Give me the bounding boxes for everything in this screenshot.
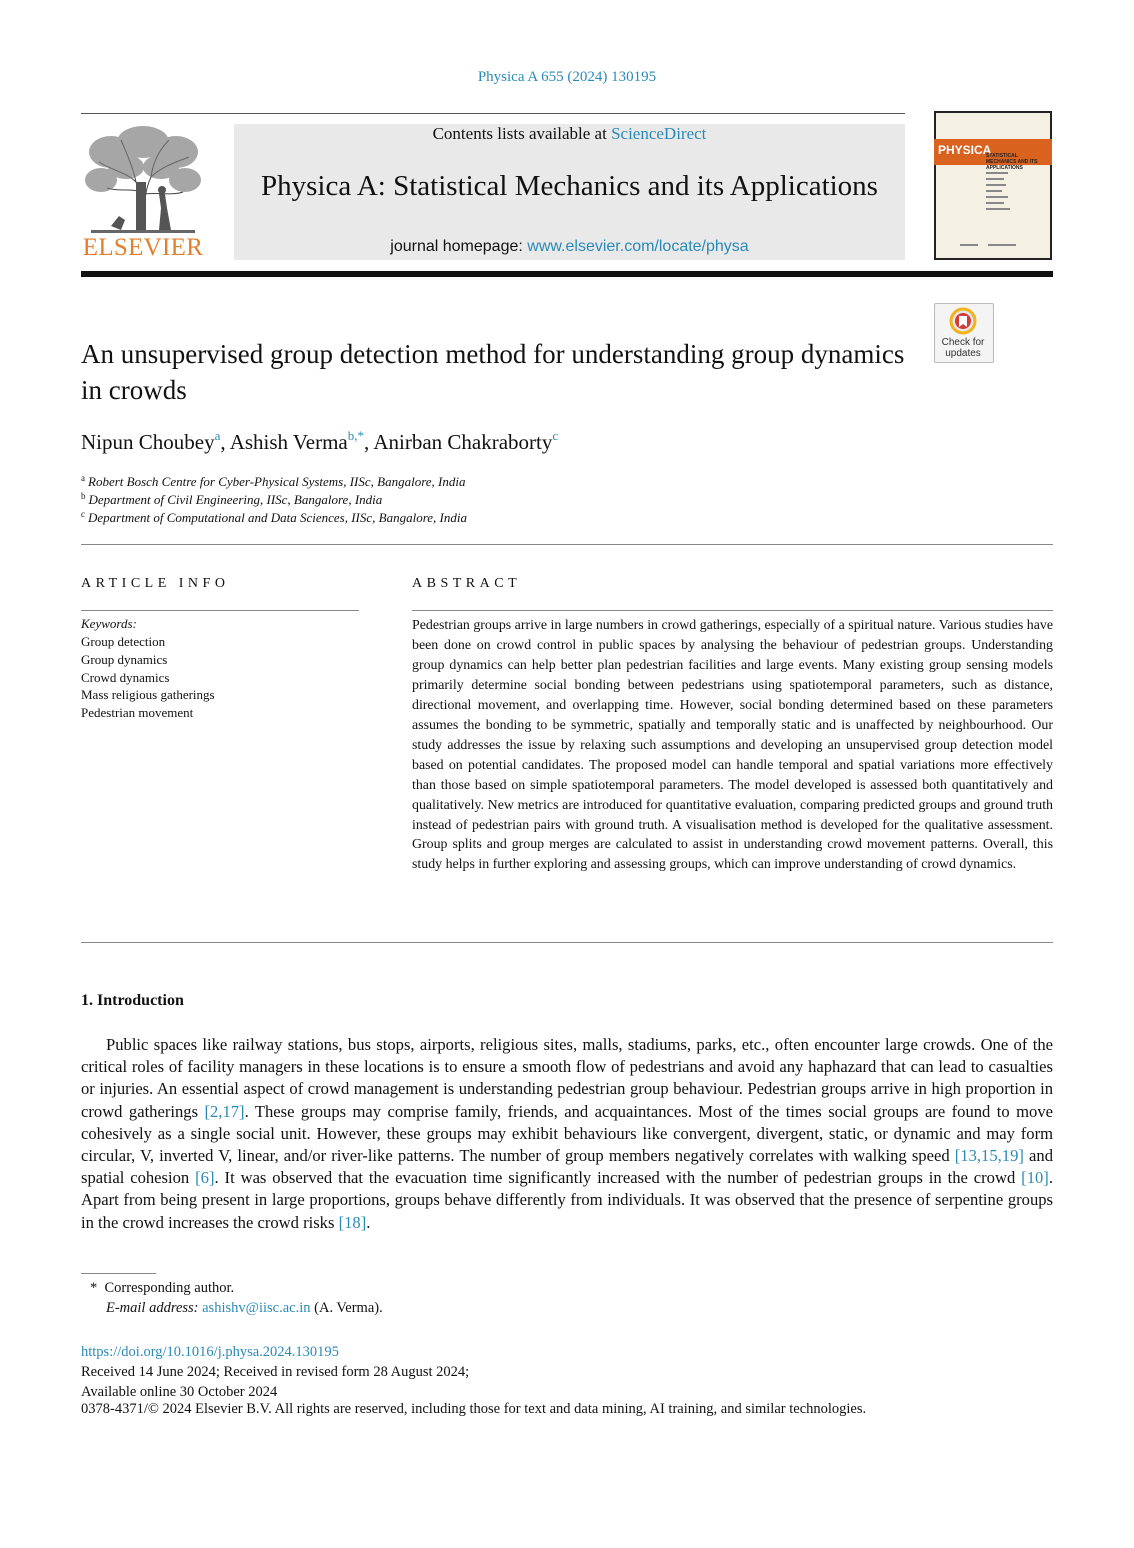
affiliation: $^a$ Robert Bosch Centre for Cyber-Physical Systems, IISc, Bangalore, India — [81, 473, 466, 489]
header-thick-rule — [81, 271, 1053, 277]
keyword-item: Crowd dynamics — [81, 670, 170, 685]
doi-link[interactable]: https://doi.org/10.1016/j.physa.2024.130195 — [81, 1344, 339, 1360]
check-for-updates-icon — [949, 307, 977, 337]
section-rule — [81, 544, 1053, 545]
section-rule — [81, 942, 1053, 943]
author-affiliation-mark[interactable]: b,* — [347, 428, 364, 443]
article-info-rule — [81, 610, 359, 611]
corresponding-author-note: * Corresponding author. — [90, 1280, 235, 1296]
journal-cover-subtitle: STATISTICAL MECHANICS AND ITS APPLICATIONS — [986, 153, 1038, 171]
introduction-paragraph: Public spaces like railway stations, bus stops, airports, religious sites, malls, stadiums, parks, etc., often encounter large crowds. One of the critical roles of facility managers in these locations is to ensure a smooth flow of pedestrians and avoid any haphazard that can lead to casualties or injuries. An essential aspect of crowd management is understanding pedestrian group behaviour. Pedestrian groups arrive in high proportion in crowd gatherings [2,17]. These groups may comprise family, friends, and acquaintances. Most of the times social groups are found to move cohesively as a single social unit. However, these groups may exhibit behaviours like convergent, divergent, static, or dynamic and may form circular, V, inverted V, linear, and/or river-like patterns. The number of group members negatively correlates with walking speed [13,15,19] and spatial cohesion [6]. It was observed that the evacuation time significantly increased with the number of pedestrian groups in the crowd [10]. Apart from being present in large proportions, groups behave differently from individuals. It was observed that the presence of serpentine groups in the crowd increases the crowd risks [18]. — [81, 1035, 1053, 1232]
abstract-rule — [412, 610, 1053, 611]
keyword-item: Pedestrian movement — [81, 705, 194, 720]
top-rule — [81, 113, 905, 114]
journal-cover-title: PHYSICA — [938, 143, 992, 157]
abstract-text: Pedestrian groups arrive in large numbers in crowd gatherings, especially of a spiritual nature. Various studies have been done on crowd control in public spaces by analysing the behaviour of pedestrian groups. Understanding group dynamics can help better plan pedestrian facilities and large events. Many existing group sensing models primarily determine social bonding between pedestrians using spatiotemporal parameters, such as distance, directional movement, and overlapping time. However, social bonding determined based on these parameters assumes the bonding to be symmetric, spatially and temporally static and is unaffected by neighbourhood. Our study addresses the issue by relaxing such assumptions and developing an unsupervised group detection model based on potential candidates. The proposed model can handle temporal and spatial variations more effectively than those based on simple spatiotemporal parameters. The model developed is assessed both quantitatively and qualitatively. New metrics are introduced for quantitative evaluation, comparing predicted groups and ground truth instead of pedestrian pairs with ground truth. A visualisation method is developed for the qualitative assessment. Group splits and group merges are calculated to assist in understanding crowd movement patterns. Overall, this study helps in further exploring and assessing groups, which can improve understanding of crowd dynamics. — [412, 618, 1053, 873]
author-name: Ashish Verma — [229, 430, 348, 454]
running-head[interactable]: Physica A 655 (2024) 130195 — [477, 69, 657, 85]
author-name: Nipun Choubey — [81, 430, 215, 454]
keyword-item: Mass religious gatherings — [81, 687, 215, 702]
affiliation: $^b$ Department of Civil Engineering, IISc, Bangalore, India — [81, 491, 383, 507]
article-info-heading: ARTICLE INFO — [81, 576, 230, 591]
keywords-label: Keywords: — [81, 616, 137, 631]
email-link[interactable]: ashishv@iisc.ac.in — [202, 1300, 311, 1316]
author-affiliation-mark[interactable]: c — [552, 428, 559, 443]
sciencedirect-link[interactable]: ScienceDirect — [611, 124, 707, 143]
author-name: Anirban Chakraborty — [373, 430, 553, 454]
citation-link[interactable]: [13,15,19] — [954, 1146, 1024, 1166]
journal-cover-text-lines — [960, 170, 1020, 250]
citation-link[interactable]: [18] — [338, 1212, 367, 1232]
email-note: E-mail address: ashishv@iisc.ac.in (A. Verma). — [106, 1300, 383, 1316]
copyright-line: 0378-4371/© 2024 Elsevier B.V. All rights are reserved, including those for text and data mining, AI training, and similar technologies. — [81, 1401, 867, 1417]
citation-link[interactable]: [6] — [195, 1168, 215, 1188]
author-list: Nipun Choubey$^a$, Ashish Verma$^{b,*}$, Anirban Chakraborty$^c$ — [81, 428, 559, 454]
citation-link[interactable]: [2,17] — [204, 1101, 245, 1121]
check-for-updates-label: Check for updates — [941, 337, 985, 359]
homepage-link[interactable]: www.elsevier.com/locate/physa — [527, 238, 749, 255]
abstract-heading: ABSTRACT — [412, 576, 522, 591]
paper-title: An unsupervised group detection method for understanding group dynamics in crowds — [81, 339, 905, 405]
keyword-item: Group dynamics — [81, 652, 168, 667]
keyword-item: Group detection — [81, 634, 166, 649]
footnote-rule — [81, 1273, 156, 1274]
elsevier-logo-text: ELSEVIER — [82, 234, 204, 261]
homepage-line: journal homepage: www.elsevier.com/locate/physa — [390, 238, 749, 255]
author-affiliation-mark[interactable]: a — [214, 428, 221, 443]
journal-title: Physica A: Statistical Mechanics and its Applications — [261, 170, 878, 202]
received-dates: Received 14 June 2024; Received in revised form 28 August 2024; — [81, 1364, 470, 1380]
available-online-date: Available online 30 October 2024 — [81, 1384, 278, 1400]
affiliation: $^c$ Department of Computational and Data Sciences, IISc, Bangalore, India — [81, 509, 467, 525]
citation-link[interactable]: [10] — [1021, 1168, 1049, 1188]
introduction-heading: 1. Introduction — [81, 992, 184, 1009]
contents-line: Contents lists available at ScienceDirect — [432, 124, 707, 143]
